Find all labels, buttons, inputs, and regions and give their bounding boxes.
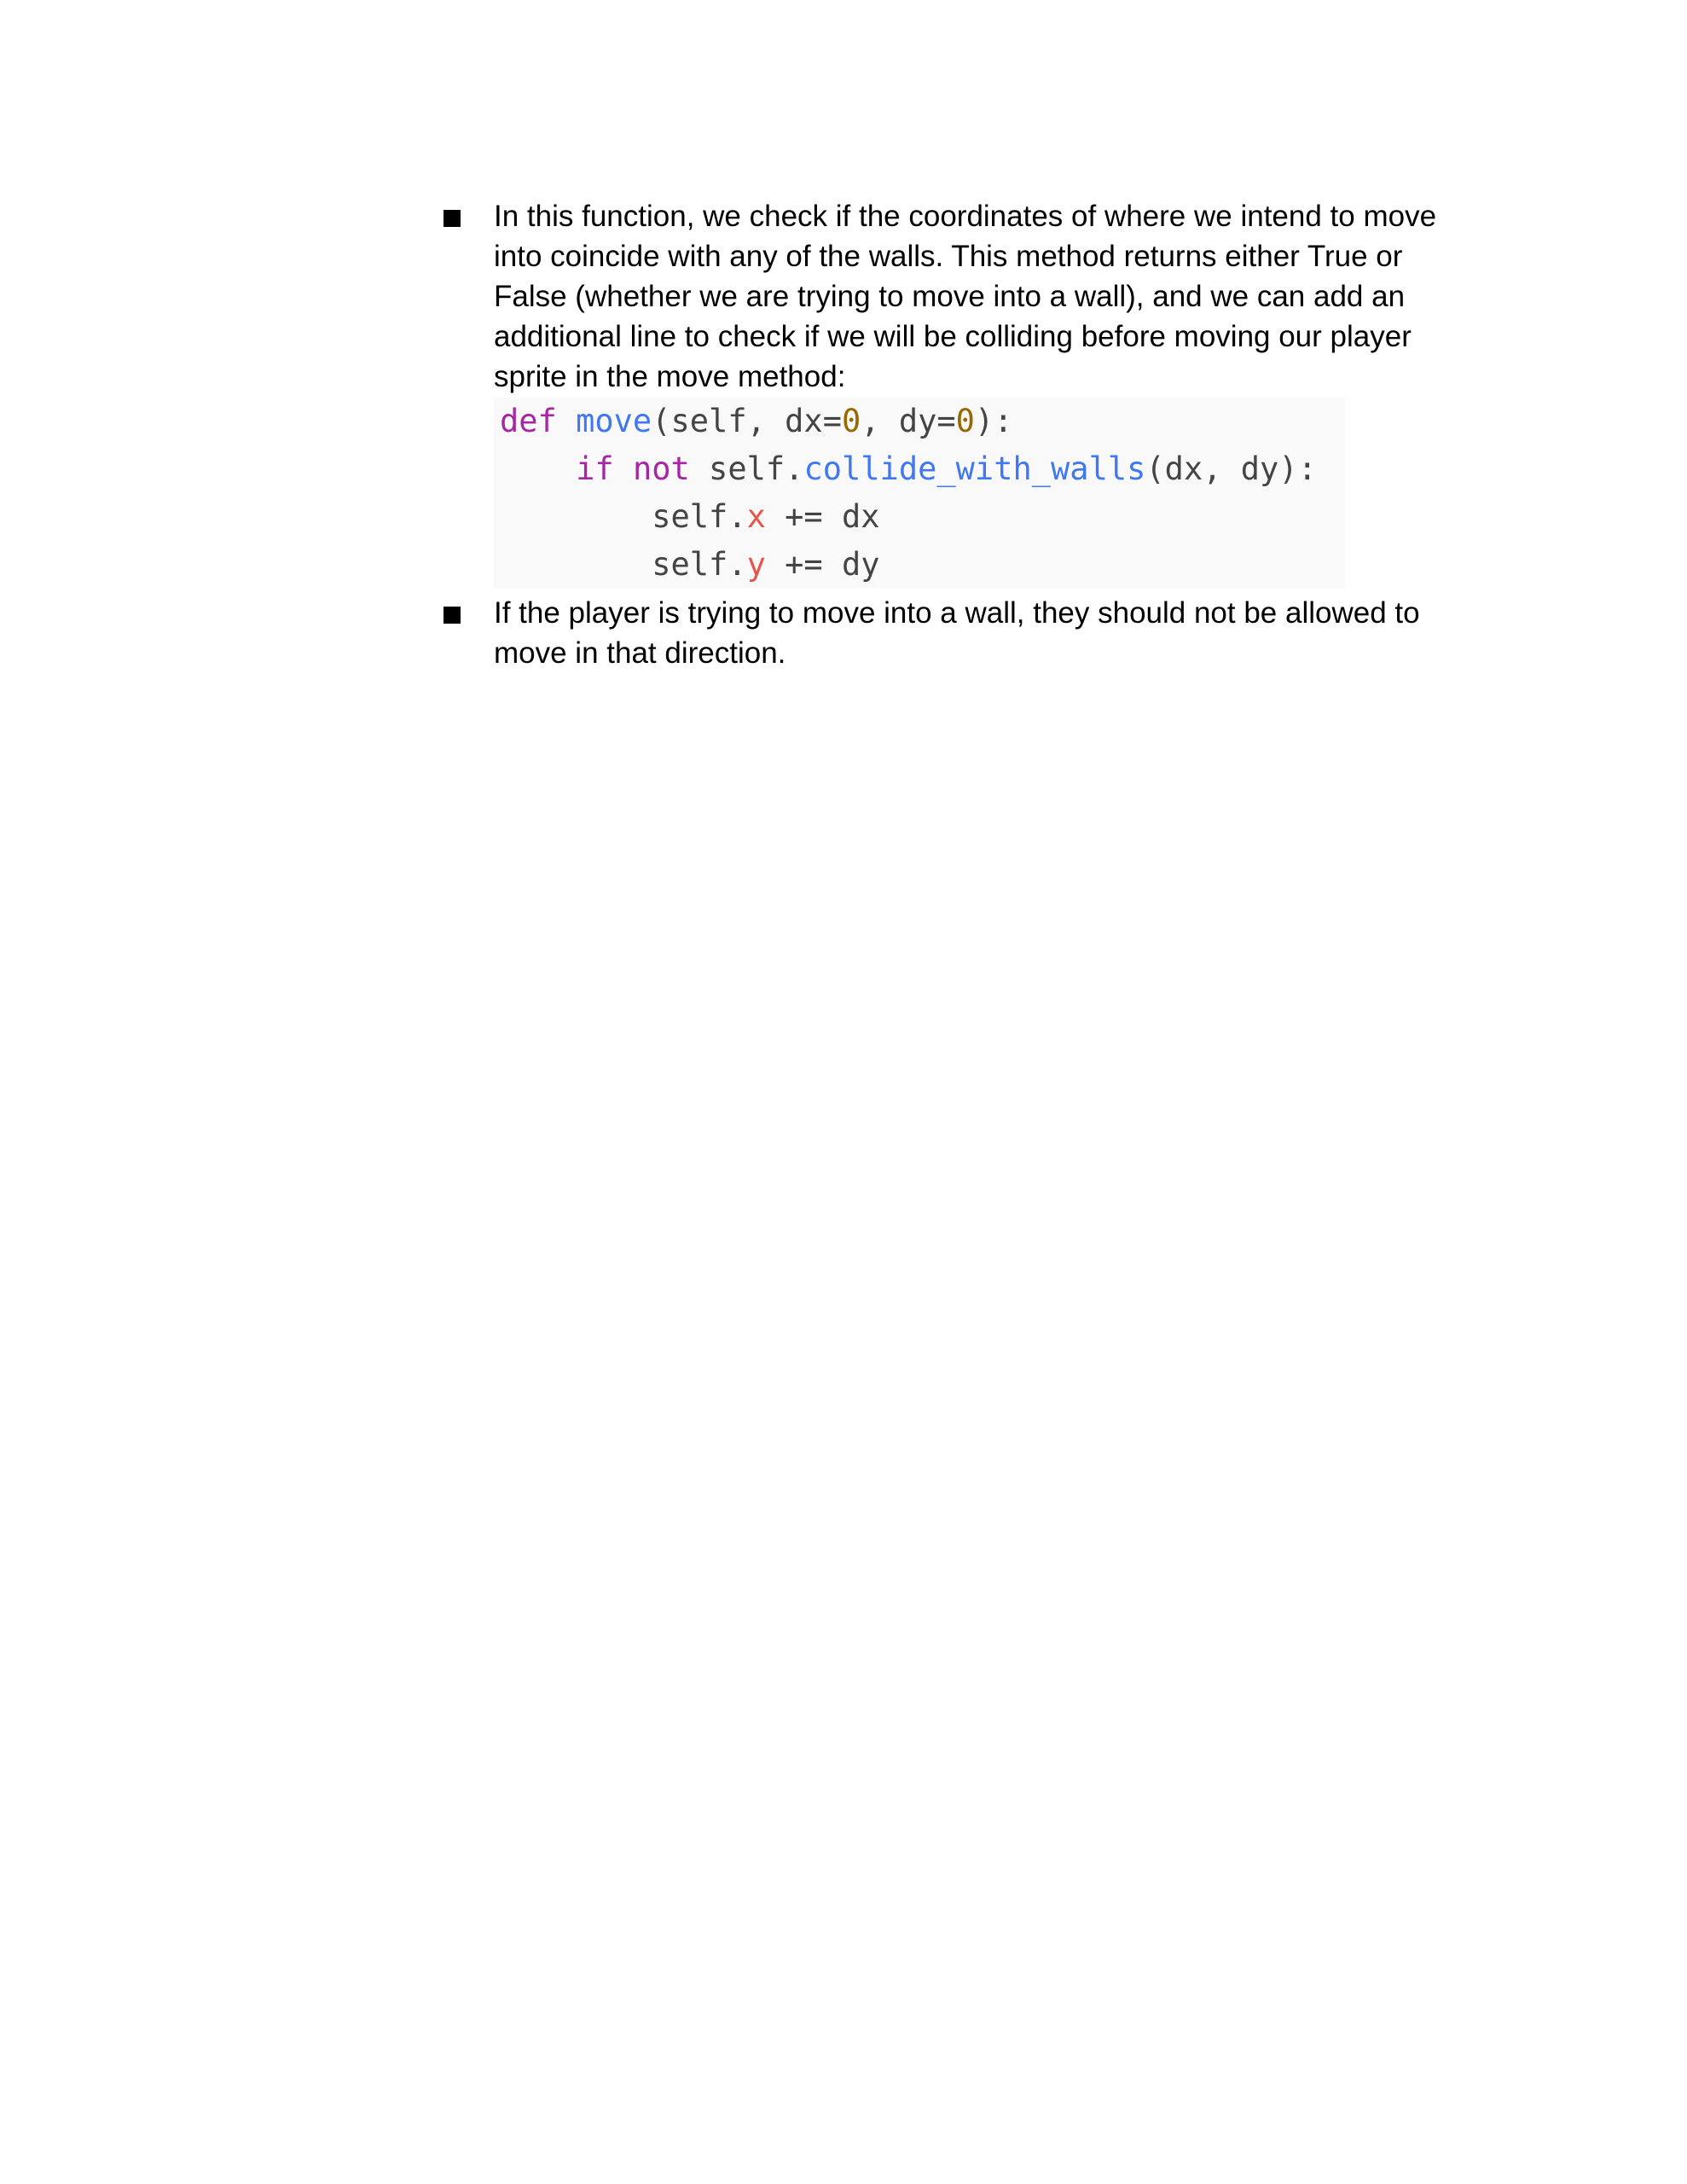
code-keyword: not [632,450,690,487]
list-item-text: If the player is trying to move into a wall, they should not be allowed to move in that direction. [494,596,1420,670]
code-text: ): [974,403,1013,439]
code-text: (dx, dy): [1145,450,1317,487]
code-number: 0 [955,403,975,439]
code-line [500,493,880,541]
code-text [557,403,576,439]
code-number: 0 [841,403,861,439]
list-item-text: In this function, we check if the coordinates of where we intend to move into coincide with any of the walls. This method returns either True or False (whether we are trying to move into a wall), and we can add an additional line to check if we will be colliding before moving our player sprite in the move method: [494,200,1437,393]
code-line [500,398,1013,445]
code-text: (self, dx= [652,403,842,439]
code-text: self. [500,546,747,583]
code-indent [500,450,576,487]
code-line [500,541,880,589]
code-text: += dx [765,498,880,535]
code-text: self. [500,498,747,535]
code-keyword: def [500,403,557,439]
code-function-name: move [576,403,652,439]
code-text: self. [689,450,804,487]
code-attribute: y [746,546,766,583]
code-text: , dy= [861,403,956,439]
square-bullet-icon [443,210,461,227]
code-function-name: collide_with_walls [803,450,1146,487]
square-bullet-icon [443,607,461,624]
code-block [494,398,1345,589]
code-line [500,445,1317,493]
code-keyword: if [576,450,614,487]
code-attribute: x [746,498,766,535]
code-text: += dy [765,546,880,583]
code-text [614,450,633,487]
